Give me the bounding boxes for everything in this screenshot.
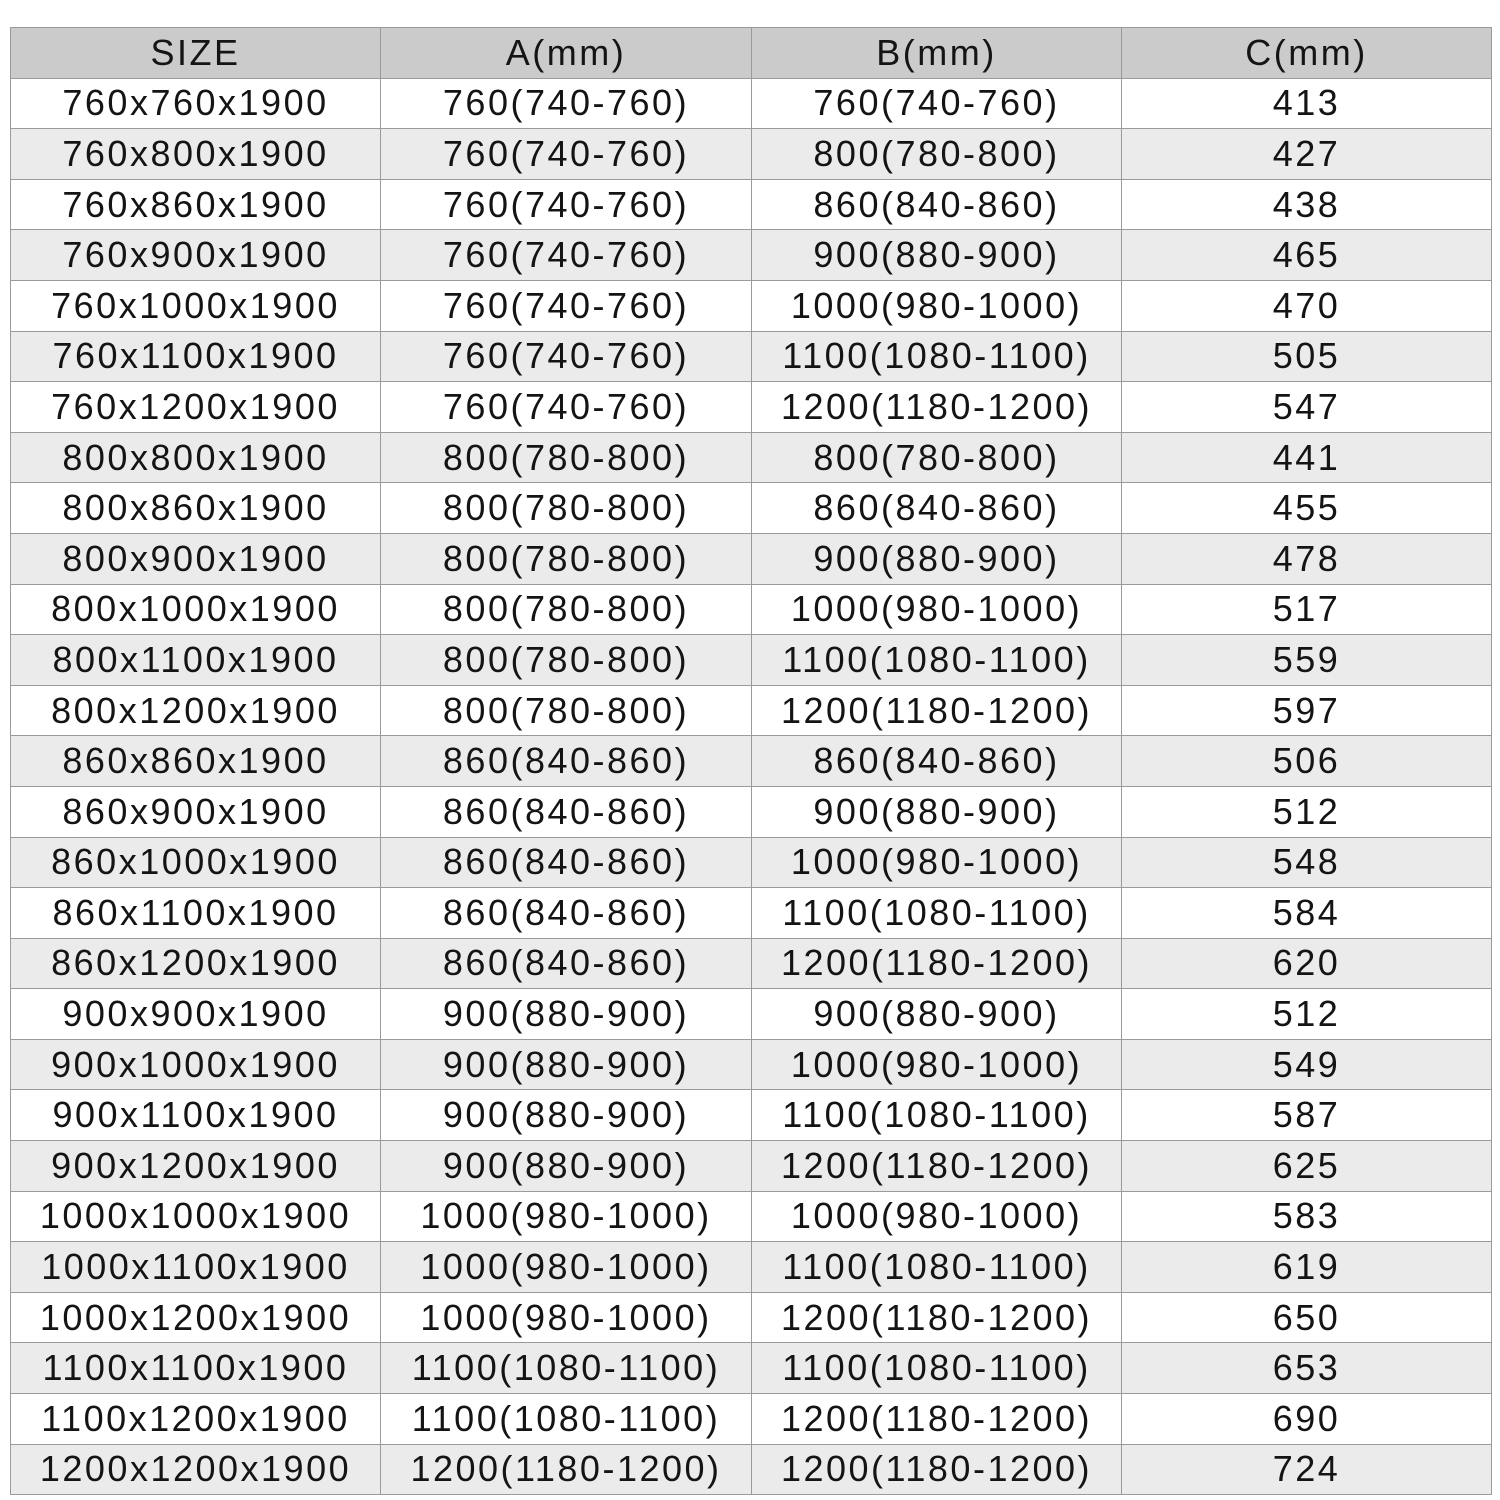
table-row <box>11 938 1492 989</box>
table-row <box>11 483 1492 534</box>
b-cell: 1000(980-1000) <box>752 280 1122 331</box>
a-cell: 860(840-860) <box>381 938 752 989</box>
c-cell: 653 <box>1122 1343 1492 1394</box>
table-row <box>11 179 1492 230</box>
b-cell: 900(880-900) <box>752 230 1122 281</box>
header-size: SIZE <box>11 28 381 79</box>
c-cell: 625 <box>1122 1141 1492 1192</box>
a-cell: 900(880-900) <box>381 1090 752 1141</box>
a-cell: 1100(1080-1100) <box>381 1343 752 1394</box>
b-cell: 1200(1180-1200) <box>752 1292 1122 1343</box>
c-cell: 512 <box>1122 989 1492 1040</box>
b-cell: 900(880-900) <box>752 786 1122 837</box>
b-cell: 1200(1180-1200) <box>752 382 1122 433</box>
c-cell: 650 <box>1122 1292 1492 1343</box>
table-row <box>11 382 1492 433</box>
a-cell: 800(780-800) <box>381 584 752 635</box>
size-cell: 800x860x1900 <box>11 483 381 534</box>
table-row <box>11 129 1492 180</box>
a-cell: 760(740-760) <box>381 382 752 433</box>
a-cell: 800(780-800) <box>381 432 752 483</box>
a-cell: 900(880-900) <box>381 1141 752 1192</box>
b-cell: 1000(980-1000) <box>752 1191 1122 1242</box>
size-cell: 900x1200x1900 <box>11 1141 381 1192</box>
c-cell: 724 <box>1122 1444 1492 1495</box>
table-row <box>11 230 1492 281</box>
table-row <box>11 280 1492 331</box>
table-header <box>11 28 1492 79</box>
size-cell: 860x1000x1900 <box>11 837 381 888</box>
b-cell: 1100(1080-1100) <box>752 1090 1122 1141</box>
b-cell: 860(840-860) <box>752 483 1122 534</box>
table-row <box>11 1039 1492 1090</box>
c-cell: 549 <box>1122 1039 1492 1090</box>
b-cell: 1100(1080-1100) <box>752 888 1122 939</box>
a-cell: 860(840-860) <box>381 837 752 888</box>
b-cell: 760(740-760) <box>752 78 1122 129</box>
table-row <box>11 989 1492 1040</box>
size-cell: 760x860x1900 <box>11 179 381 230</box>
table-row <box>11 1343 1492 1394</box>
c-cell: 559 <box>1122 635 1492 686</box>
a-cell: 1100(1080-1100) <box>381 1394 752 1445</box>
size-cell: 860x860x1900 <box>11 736 381 787</box>
a-cell: 760(740-760) <box>381 230 752 281</box>
a-cell: 860(840-860) <box>381 786 752 837</box>
table-row <box>11 584 1492 635</box>
size-cell: 800x900x1900 <box>11 533 381 584</box>
size-cell: 900x1100x1900 <box>11 1090 381 1141</box>
header-row <box>11 28 1492 79</box>
b-cell: 1100(1080-1100) <box>752 635 1122 686</box>
c-cell: 584 <box>1122 888 1492 939</box>
c-cell: 512 <box>1122 786 1492 837</box>
table-row <box>11 1444 1492 1495</box>
size-cell: 760x1100x1900 <box>11 331 381 382</box>
header-b: B(mm) <box>752 28 1122 79</box>
size-cell: 1000x1000x1900 <box>11 1191 381 1242</box>
table-row <box>11 1141 1492 1192</box>
b-cell: 900(880-900) <box>752 533 1122 584</box>
a-cell: 760(740-760) <box>381 78 752 129</box>
header-a: A(mm) <box>381 28 752 79</box>
a-cell: 860(840-860) <box>381 736 752 787</box>
size-cell: 1000x1200x1900 <box>11 1292 381 1343</box>
table-row <box>11 1292 1492 1343</box>
size-cell: 760x900x1900 <box>11 230 381 281</box>
c-cell: 619 <box>1122 1242 1492 1293</box>
c-cell: 427 <box>1122 129 1492 180</box>
table-row <box>11 331 1492 382</box>
b-cell: 1100(1080-1100) <box>752 331 1122 382</box>
b-cell: 860(840-860) <box>752 736 1122 787</box>
a-cell: 800(780-800) <box>381 635 752 686</box>
a-cell: 1000(980-1000) <box>381 1292 752 1343</box>
size-table <box>10 27 1492 1495</box>
table-row <box>11 888 1492 939</box>
c-cell: 441 <box>1122 432 1492 483</box>
size-cell: 800x800x1900 <box>11 432 381 483</box>
b-cell: 1200(1180-1200) <box>752 1444 1122 1495</box>
b-cell: 900(880-900) <box>752 989 1122 1040</box>
size-cell: 760x1000x1900 <box>11 280 381 331</box>
size-cell: 860x1200x1900 <box>11 938 381 989</box>
table-row <box>11 736 1492 787</box>
size-cell: 860x1100x1900 <box>11 888 381 939</box>
size-cell: 860x900x1900 <box>11 786 381 837</box>
size-cell: 1000x1100x1900 <box>11 1242 381 1293</box>
b-cell: 800(780-800) <box>752 129 1122 180</box>
a-cell: 1000(980-1000) <box>381 1242 752 1293</box>
b-cell: 1200(1180-1200) <box>752 685 1122 736</box>
table-body <box>11 78 1492 1495</box>
size-cell: 1100x1200x1900 <box>11 1394 381 1445</box>
size-cell: 900x900x1900 <box>11 989 381 1040</box>
header-c: C(mm) <box>1122 28 1492 79</box>
size-cell: 760x760x1900 <box>11 78 381 129</box>
c-cell: 587 <box>1122 1090 1492 1141</box>
size-cell: 760x1200x1900 <box>11 382 381 433</box>
c-cell: 455 <box>1122 483 1492 534</box>
c-cell: 465 <box>1122 230 1492 281</box>
b-cell: 1200(1180-1200) <box>752 1394 1122 1445</box>
b-cell: 1000(980-1000) <box>752 1039 1122 1090</box>
table-row <box>11 1394 1492 1445</box>
c-cell: 690 <box>1122 1394 1492 1445</box>
table-row <box>11 432 1492 483</box>
table-row <box>11 837 1492 888</box>
size-cell: 1200x1200x1900 <box>11 1444 381 1495</box>
c-cell: 547 <box>1122 382 1492 433</box>
b-cell: 860(840-860) <box>752 179 1122 230</box>
a-cell: 800(780-800) <box>381 483 752 534</box>
a-cell: 860(840-860) <box>381 888 752 939</box>
table-row <box>11 1090 1492 1141</box>
table-row <box>11 786 1492 837</box>
a-cell: 900(880-900) <box>381 1039 752 1090</box>
a-cell: 900(880-900) <box>381 989 752 1040</box>
a-cell: 760(740-760) <box>381 331 752 382</box>
a-cell: 800(780-800) <box>381 685 752 736</box>
a-cell: 760(740-760) <box>381 179 752 230</box>
size-cell: 800x1000x1900 <box>11 584 381 635</box>
c-cell: 505 <box>1122 331 1492 382</box>
table-row <box>11 533 1492 584</box>
a-cell: 1200(1180-1200) <box>381 1444 752 1495</box>
table-row <box>11 78 1492 129</box>
b-cell: 1000(980-1000) <box>752 584 1122 635</box>
c-cell: 548 <box>1122 837 1492 888</box>
c-cell: 470 <box>1122 280 1492 331</box>
table-row <box>11 685 1492 736</box>
c-cell: 517 <box>1122 584 1492 635</box>
size-cell: 760x800x1900 <box>11 129 381 180</box>
b-cell: 1100(1080-1100) <box>752 1242 1122 1293</box>
table-row <box>11 1191 1492 1242</box>
c-cell: 597 <box>1122 685 1492 736</box>
size-cell: 900x1000x1900 <box>11 1039 381 1090</box>
table-row <box>11 1242 1492 1293</box>
b-cell: 1000(980-1000) <box>752 837 1122 888</box>
c-cell: 583 <box>1122 1191 1492 1242</box>
a-cell: 800(780-800) <box>381 533 752 584</box>
b-cell: 1200(1180-1200) <box>752 938 1122 989</box>
b-cell: 1200(1180-1200) <box>752 1141 1122 1192</box>
c-cell: 620 <box>1122 938 1492 989</box>
c-cell: 413 <box>1122 78 1492 129</box>
size-cell: 800x1100x1900 <box>11 635 381 686</box>
size-cell: 800x1200x1900 <box>11 685 381 736</box>
a-cell: 760(740-760) <box>381 129 752 180</box>
a-cell: 760(740-760) <box>381 280 752 331</box>
size-cell: 1100x1100x1900 <box>11 1343 381 1394</box>
c-cell: 506 <box>1122 736 1492 787</box>
table-row <box>11 635 1492 686</box>
c-cell: 478 <box>1122 533 1492 584</box>
c-cell: 438 <box>1122 179 1492 230</box>
b-cell: 800(780-800) <box>752 432 1122 483</box>
b-cell: 1100(1080-1100) <box>752 1343 1122 1394</box>
a-cell: 1000(980-1000) <box>381 1191 752 1242</box>
